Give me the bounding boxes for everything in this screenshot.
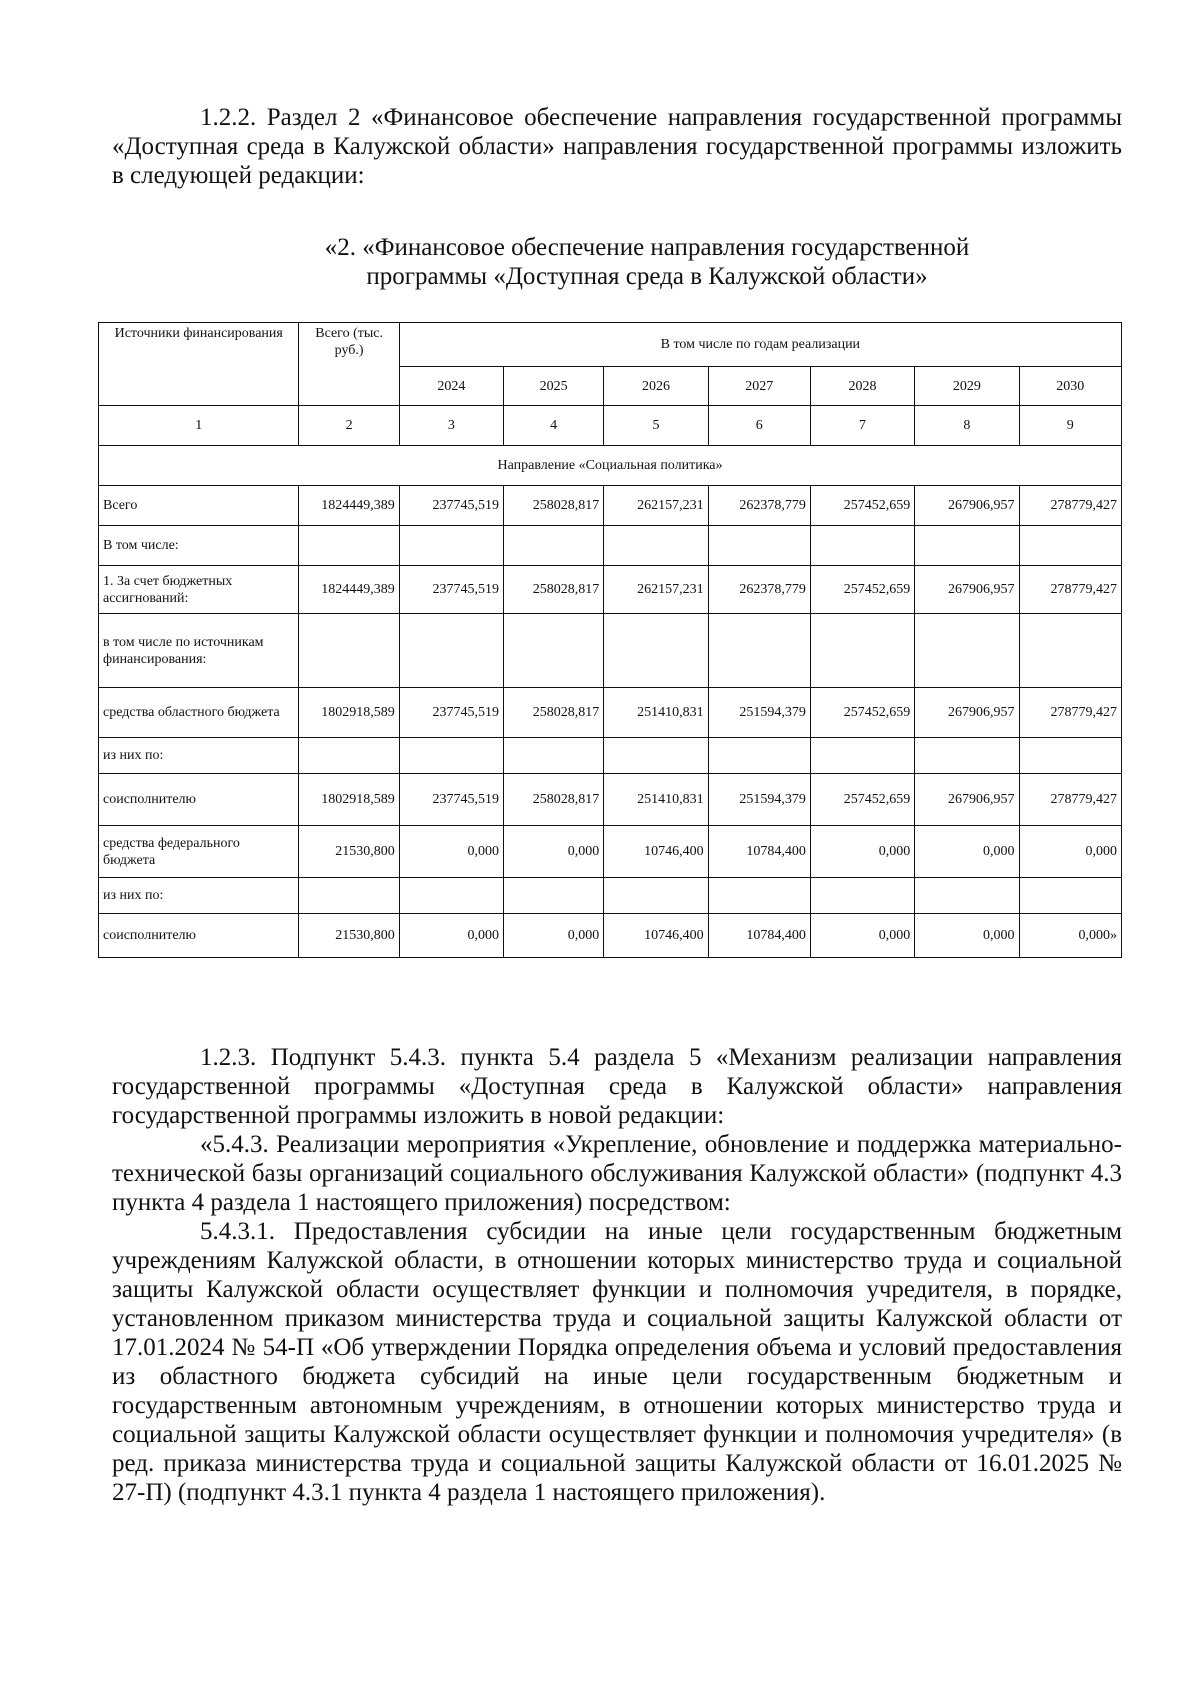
year-cell: 2029 [915, 367, 1019, 406]
row-year-value [504, 614, 604, 688]
row-year-value [504, 878, 604, 914]
row-year-value [915, 738, 1019, 774]
row-year-value [604, 526, 708, 566]
row-label: средства федерального бюджета [99, 826, 299, 878]
row-year-value [399, 614, 503, 688]
row-year-value: 257452,659 [810, 486, 914, 526]
row-total-value [299, 526, 399, 566]
column-number: 5 [604, 406, 708, 446]
direction-row [99, 446, 1122, 486]
row-year-value: 257452,659 [810, 688, 914, 738]
row-year-value: 262157,231 [604, 566, 708, 614]
header-by-years: В том числе по годам реализации [399, 323, 1121, 367]
row-year-value [399, 738, 503, 774]
row-year-value [915, 614, 1019, 688]
table-row [99, 914, 1122, 958]
row-year-value: 10746,400 [604, 826, 708, 878]
amendments-text [112, 1043, 1122, 1507]
row-year-value [1019, 738, 1121, 774]
table-row [99, 774, 1122, 826]
row-year-value [604, 878, 708, 914]
row-label: из них по: [99, 738, 299, 774]
row-year-value: 10784,400 [708, 914, 810, 958]
row-year-value: 10784,400 [708, 826, 810, 878]
row-total-value: 1824449,389 [299, 486, 399, 526]
row-total-value [299, 738, 399, 774]
row-year-value: 0,000 [504, 826, 604, 878]
row-year-value: 251410,831 [604, 688, 708, 738]
row-year-value: 0,000 [915, 914, 1019, 958]
section-heading-line1: «2. «Финансовое обеспечение направления государственной [324, 234, 970, 261]
row-year-value [1019, 878, 1121, 914]
row-year-value: 262378,779 [708, 566, 810, 614]
row-year-value: 258028,817 [504, 486, 604, 526]
column-number: 1 [99, 406, 299, 446]
paragraph-1-2-3: 1.2.3. Подпункт 5.4.3. пункта 5.4 раздела 5 «Механизм реализации направления государственной программы «Доступная среда в Калужской области» направления государственной программы изложить в новой редакции: [112, 1044, 1122, 1129]
row-year-value: 267906,957 [915, 566, 1019, 614]
row-total-value: 1802918,589 [299, 688, 399, 738]
row-year-value [810, 738, 914, 774]
column-number: 7 [810, 406, 914, 446]
row-year-value: 278779,427 [1019, 688, 1121, 738]
row-year-value: 237745,519 [399, 774, 503, 826]
year-cell: 2025 [504, 367, 604, 406]
column-number: 9 [1019, 406, 1121, 446]
paragraph-5-4-3-1: 5.4.3.1. Предоставления субсидии на иные цели государственным бюджетным учреждениям Калужской области, в отношении которых министерство труда и социальной защиты Калужской области осуществляет функции и полномочия учредителя, в порядке, установленном приказом министерства труда и социальной защиты Калужской области от 17.01.2024 № 54-П «Об утверждении Порядка определения объема и условий предоставления из областного бюджета субсидий на иные цели государственным бюджетным и государственным автономным учреждениям, в отношении которых министерство труда и социальной защиты Калужской области осуществляет функции и полномочия учредителя» (в ред. приказа министерства труда и социальной защиты Калужской области от 16.01.2025 № 27-П) (подпункт 4.3.1 пункта 4 раздела 1 настоящего приложения). [112, 1218, 1122, 1506]
row-year-value: 258028,817 [504, 688, 604, 738]
row-year-value [604, 614, 708, 688]
column-numbers-row [99, 406, 1122, 446]
row-year-value [810, 614, 914, 688]
column-number: 8 [915, 406, 1019, 446]
row-year-value [504, 526, 604, 566]
direction-label: Направление «Социальная политика» [99, 446, 1122, 486]
table-row [99, 878, 1122, 914]
column-number: 3 [399, 406, 503, 446]
row-year-value: 278779,427 [1019, 566, 1121, 614]
row-year-value [915, 526, 1019, 566]
row-year-value [708, 526, 810, 566]
row-total-value [299, 878, 399, 914]
row-year-value: 258028,817 [504, 774, 604, 826]
row-year-value [708, 738, 810, 774]
row-year-value: 0,000 [810, 826, 914, 878]
row-year-value [399, 526, 503, 566]
table-row [99, 738, 1122, 774]
row-label: из них по: [99, 878, 299, 914]
section-heading [112, 233, 1122, 291]
year-cell: 2026 [604, 367, 708, 406]
row-label: 1. За счет бюджетных ассигнований: [99, 566, 299, 614]
table-row [99, 486, 1122, 526]
year-cell: 2024 [399, 367, 503, 406]
intro-paragraph: 1.2.2. Раздел 2 «Финансовое обеспечение направления государственной программы «Доступная среда в Калужской области» направления государственной программы изложить в следующей редакции: [112, 104, 1122, 189]
row-label: в том числе по источникам финансирования: [99, 614, 299, 688]
row-total-value: 21530,800 [299, 826, 399, 878]
row-total-value: 21530,800 [299, 914, 399, 958]
row-year-value [810, 526, 914, 566]
row-year-value: 237745,519 [399, 486, 503, 526]
year-cell: 2027 [708, 367, 810, 406]
row-year-value [708, 614, 810, 688]
table-row [99, 826, 1122, 878]
row-year-value: 0,000 [399, 826, 503, 878]
row-label: соисполнителю [99, 914, 299, 958]
row-year-value: 0,000 [1019, 826, 1121, 878]
paragraph-5-4-3: «5.4.3. Реализации мероприятия «Укрепление, обновление и поддержка материально-технической базы организаций социального обслуживания Калужской области» (подпункт 4.3 пункта 4 раздела 1 настоящего приложения) посредством: [112, 1131, 1122, 1216]
row-total-value: 1802918,589 [299, 774, 399, 826]
row-year-value [708, 878, 810, 914]
row-year-value: 278779,427 [1019, 486, 1121, 526]
table-row [99, 688, 1122, 738]
row-label: В том числе: [99, 526, 299, 566]
row-year-value [1019, 614, 1121, 688]
row-year-value: 257452,659 [810, 566, 914, 614]
row-year-value [915, 878, 1019, 914]
year-cell: 2030 [1019, 367, 1121, 406]
table-row [99, 526, 1122, 566]
row-year-value [604, 738, 708, 774]
column-number: 4 [504, 406, 604, 446]
table-body [99, 486, 1122, 958]
row-year-value: 0,000 [915, 826, 1019, 878]
row-year-value: 251410,831 [604, 774, 708, 826]
row-year-value [810, 878, 914, 914]
row-label: соисполнителю [99, 774, 299, 826]
row-total-value: 1824449,389 [299, 566, 399, 614]
table-row [99, 614, 1122, 688]
row-total-value [299, 614, 399, 688]
row-label: Всего [99, 486, 299, 526]
row-year-value [504, 738, 604, 774]
row-year-value: 0,000 [504, 914, 604, 958]
row-year-value: 258028,817 [504, 566, 604, 614]
column-number: 6 [708, 406, 810, 446]
row-year-value: 237745,519 [399, 566, 503, 614]
table-row [99, 566, 1122, 614]
row-year-value: 251594,379 [708, 774, 810, 826]
row-year-value: 262157,231 [604, 486, 708, 526]
row-year-value: 257452,659 [810, 774, 914, 826]
row-year-value: 0,000 [810, 914, 914, 958]
row-year-value: 237745,519 [399, 688, 503, 738]
row-year-value: 251594,379 [708, 688, 810, 738]
row-year-value [1019, 526, 1121, 566]
column-number: 2 [299, 406, 399, 446]
row-year-value [399, 878, 503, 914]
row-year-value: 10746,400 [604, 914, 708, 958]
header-row [99, 323, 1122, 367]
row-label: средства областного бюджета [99, 688, 299, 738]
year-cell: 2028 [810, 367, 914, 406]
row-year-value: 262378,779 [708, 486, 810, 526]
row-year-value: 267906,957 [915, 486, 1019, 526]
row-year-value: 278779,427 [1019, 774, 1121, 826]
row-year-value: 267906,957 [915, 688, 1019, 738]
header-total: Всего (тыс. руб.) [299, 323, 399, 406]
financing-table [98, 322, 1122, 958]
row-year-value: 0,000 [399, 914, 503, 958]
section-heading-line2: программы «Доступная среда в Калужской области» [366, 263, 928, 290]
row-year-value: 0,000» [1019, 914, 1121, 958]
row-year-value: 267906,957 [915, 774, 1019, 826]
header-sources: Источники финансирования [99, 323, 299, 406]
